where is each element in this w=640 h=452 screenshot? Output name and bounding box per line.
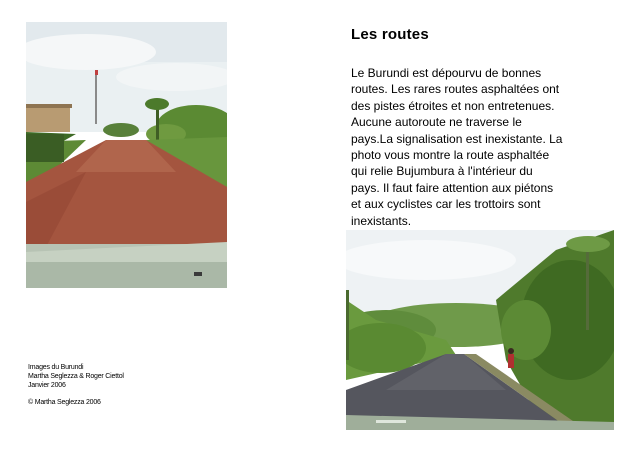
dirt-road-photo: [26, 22, 227, 288]
description-line: photo vous montre la route asphaltée: [351, 148, 550, 163]
description-line: pays.La signalisation est inexistante. La: [351, 131, 563, 146]
description-line: routes. Les rares routes asphaltées ont: [351, 82, 560, 97]
description-paragraph: [351, 65, 601, 229]
asphalt-road-illustration: [346, 230, 614, 430]
dirt-road-illustration: [26, 22, 227, 288]
description-line: qui relie Bujumbura à l'intérieur du: [351, 164, 533, 179]
photo-credits: [28, 363, 124, 407]
credits-copyright: © Martha Seglezza 2006: [28, 399, 101, 406]
description-line: et aux cyclistes car les trottoirs sont: [351, 197, 541, 212]
page-title: Les routes: [351, 26, 429, 43]
asphalt-road-photo: [346, 230, 614, 430]
credits-gap: [28, 390, 124, 398]
credits-collection: Images du Burundi: [28, 364, 84, 371]
description-line: inexistants.: [351, 213, 412, 228]
description-line: pays. Il faut faire attention aux piétons: [351, 180, 554, 195]
description-line: des pistes étroites et non entretenues.: [351, 98, 555, 113]
credits-authors: Martha Seglezza & Roger Ciettol: [28, 373, 124, 380]
credits-date: Janvier 2006: [28, 382, 66, 389]
description-line: Le Burundi est dépourvu de bonnes: [351, 66, 542, 80]
description-line: Aucune autoroute ne traverse le: [351, 115, 522, 130]
